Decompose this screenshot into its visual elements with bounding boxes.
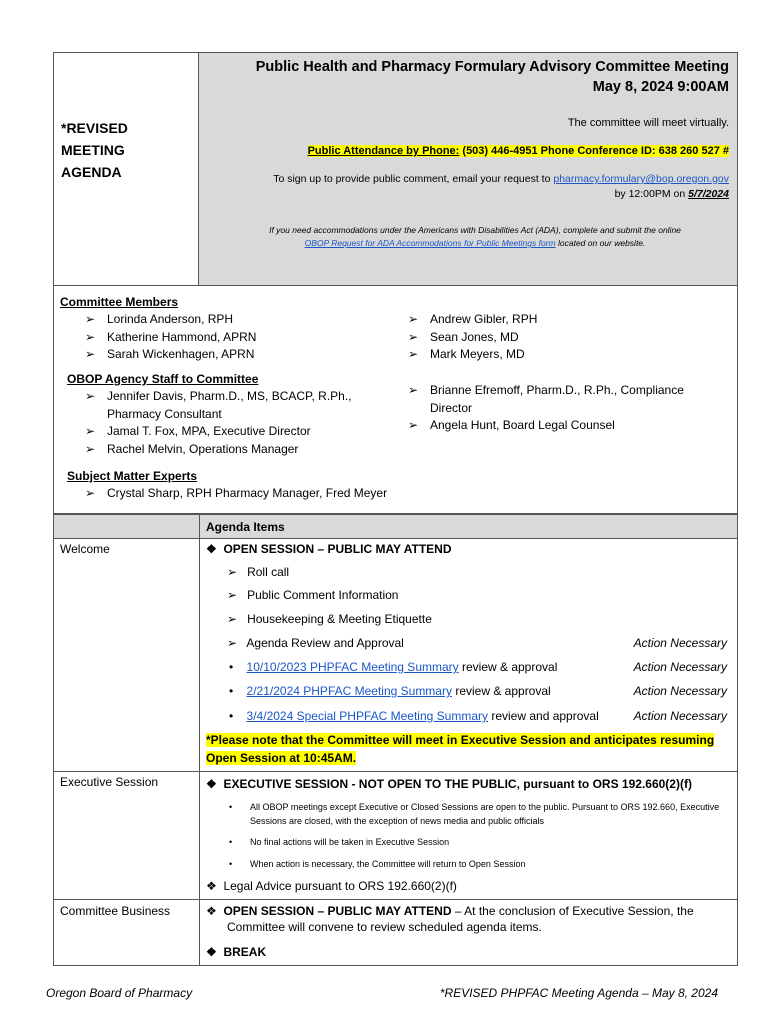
agenda-item: ➢ Housekeeping & Meeting Etiquette [227,612,432,626]
diamond-bullet-icon: ❖ [206,945,217,959]
summary-item: • 3/4/2024 Special PHPFAC Meeting Summary review and approval [229,709,599,723]
summary-link[interactable]: 10/10/2023 PHPFAC Meeting Summary [246,660,459,674]
committee-list-left [85,311,256,364]
arrow-bullet-icon: ➢ [85,486,96,500]
signup-email-link[interactable]: pharmacy.formulary@bop.oregon.gov [553,173,729,185]
list-item: ➢ Angela Hunt, Board Legal Counsel [408,417,718,435]
break-item: ❖ BREAK [206,945,267,959]
summary-link[interactable]: 2/21/2024 PHPFAC Meeting Summary [246,684,452,698]
open-session-heading: ❖ OPEN SESSION – PUBLIC MAY ATTEND [206,542,452,556]
arrow-bullet-icon: ➢ [85,441,96,456]
list-item: ➢ Sean Jones, MD [408,329,537,347]
action-necessary-label: Action Necessary [633,660,727,674]
action-necessary-label: Action Necessary [633,684,727,698]
staff-title: OBOP Agency Staff to Committee [67,372,259,386]
phone-label: Public Attendance by Phone: [307,145,460,157]
ada-text-end: located on our website. [557,238,646,248]
list-item: ➢ Lorinda Anderson, RPH [85,311,256,329]
arrow-bullet-icon: ➢ [227,588,238,602]
agenda-item: ➢ Roll call [227,565,290,579]
phone-details: (503) 446-4951 Phone Conference ID: 638 260 527 # [462,145,729,157]
header-info-cell [199,53,737,285]
category-welcome: Welcome [60,542,110,556]
signup-label: To sign up to provide public comment, email your request to [273,173,551,185]
signup-text [199,172,729,202]
header-box [53,52,738,286]
business-session-heading: ❖ OPEN SESSION – PUBLIC MAY ATTEND – At the conclusion of Executive Session, the [206,904,694,918]
diamond-bullet-icon: ❖ [206,904,217,918]
arrow-bullet-icon: ➢ [408,418,419,432]
sme-title: Subject Matter Experts [67,469,198,483]
list-item: ➢ Sarah Wickenhagen, APRN [85,346,256,364]
category-committee-business: Committee Business [60,904,171,918]
arrow-bullet-icon: ➢ [227,612,238,626]
footer-left: Oregon Board of Pharmacy [46,986,193,1000]
list-item: ➢ Brianne Efremoff, Pharm.D., R.Ph., Compliance Director [408,383,684,415]
executive-bullet: • When action is necessary, the Committee will return to Open Session [229,859,526,869]
footer-right: *REVISED PHPFAC Meeting Agenda – May 8, 2024 [439,986,718,1000]
revised-label: *REVISED MEETING AGENDA [61,120,128,180]
executive-session-heading: ❖ EXECUTIVE SESSION - NOT OPEN TO THE PUBLIC, pursuant to ORS 192.660(2)(f) [206,777,692,791]
ada-form-link[interactable]: OBOP Request for ADA Accommodations for Public Meetings form [304,238,556,248]
arrow-bullet-icon: ➢ [85,389,96,403]
arrow-bullet-icon: ➢ [408,383,419,397]
arrow-bullet-icon: ➢ [408,312,419,326]
meeting-date: May 8, 2024 9:00AM [592,79,729,95]
agenda-table [53,514,738,966]
arrow-bullet-icon: ➢ [408,347,419,361]
list-item: ➢ Crystal Sharp, RPH Pharmacy Manager, Fred Meyer [85,485,387,503]
summary-link[interactable]: 3/4/2024 Special PHPFAC Meeting Summary [246,709,488,723]
summary-item: • 10/10/2023 PHPFAC Meeting Summary review & approval [229,660,558,674]
members-box [53,286,738,514]
virtual-note: The committee will meet virtually. [567,117,729,129]
list-item: ➢ Andrew Gibler, RPH [408,311,537,329]
arrow-bullet-icon: ➢ [85,312,96,326]
list-item: ➢ Mark Meyers, MD [408,346,537,364]
phone-line [199,145,729,157]
ada-note [221,224,729,250]
signup-by: by 12:00PM on [614,188,686,200]
agenda-item: ➢ Agenda Review and Approval [227,636,404,650]
agenda-items-header: Agenda Items [206,520,285,534]
diamond-bullet-icon: ❖ [206,879,217,893]
summary-item: • 2/21/2024 PHPFAC Meeting Summary review & approval [229,684,551,698]
executive-bullet: • All OBOP meetings except Executive or Closed Sessions are open to the public. Pursuant to ORS 192.660, Executive Sessions are closed, with the exception of news media and public officials [229,802,720,826]
sme-list [85,485,387,503]
list-item: ➢ Katherine Hammond, APRN [85,329,256,347]
diamond-bullet-icon: ❖ [206,542,217,556]
staff-list-left [85,388,385,458]
meeting-title: Public Health and Pharmacy Formulary Advisory Committee Meeting [255,59,729,75]
staff-list-right [408,382,718,435]
arrow-bullet-icon: ➢ [85,424,96,438]
arrow-bullet-icon: ➢ [85,347,96,361]
ada-text: If you need accommodations under the Americans with Disabilities Act (ADA), complete and submit the online [269,225,681,235]
business-session-text: Committee will convene to review scheduled agenda items. [227,920,542,934]
category-executive-session: Executive Session [60,775,159,789]
executive-session-note: *Please note that the Committee will meet in Executive Session and anticipates resuming Open Session at 10:45AM. [206,733,715,765]
committee-list-right [408,311,537,364]
revised-label-cell [54,53,199,285]
list-item: ➢ Jennifer Davis, Pharm.D., MS, BCACP, R.Ph., Pharmacy Consultant [85,389,352,421]
action-necessary-label: Action Necessary [633,636,727,650]
arrow-bullet-icon: ➢ [85,329,96,344]
executive-bullet: • No final actions will be taken in Executive Session [229,837,450,847]
arrow-bullet-icon: ➢ [227,636,238,650]
action-necessary-label: Action Necessary [633,709,727,723]
list-item: ➢ Rachel Melvin, Operations Manager [85,441,385,459]
list-item: ➢ Jamal T. Fox, MPA, Executive Director [85,423,385,441]
legal-advice-item: ❖ Legal Advice pursuant to ORS 192.660(2)(f) [206,879,457,893]
agenda-header-row [54,515,737,539]
arrow-bullet-icon: ➢ [227,565,238,579]
committee-members-title: Committee Members [60,295,179,309]
diamond-bullet-icon: ❖ [206,777,217,791]
signup-date: 5/7/2024 [688,188,729,200]
agenda-item: ➢ Public Comment Information [227,588,399,602]
arrow-bullet-icon: ➢ [408,329,419,344]
